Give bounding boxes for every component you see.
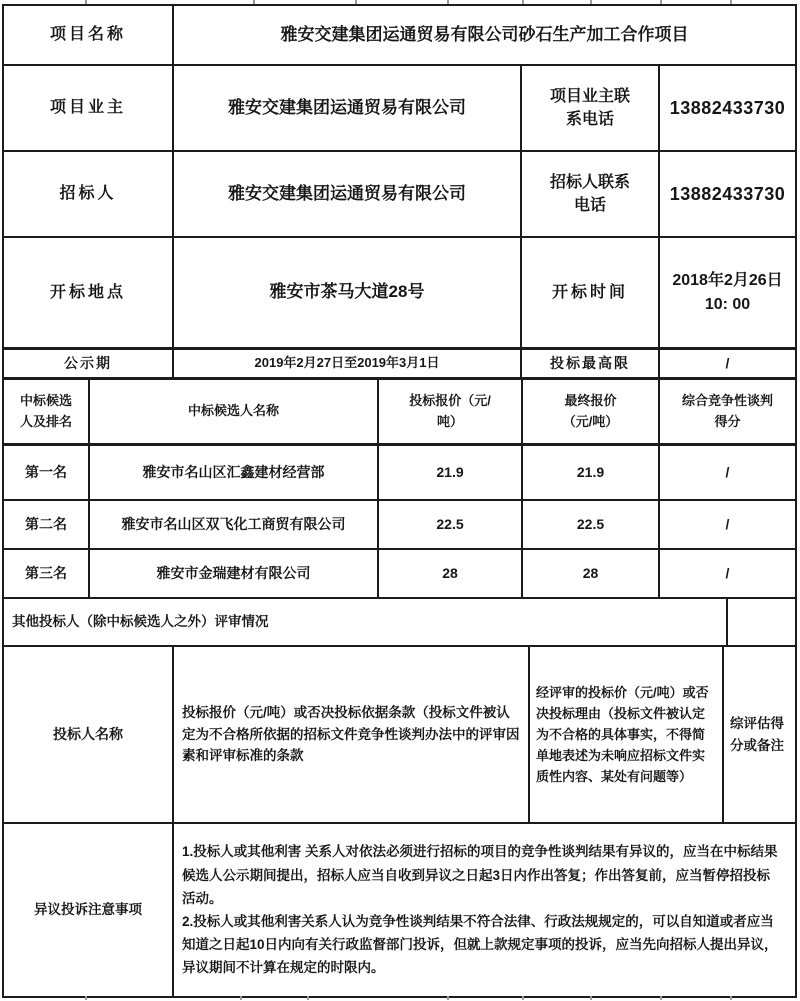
bid-opening-row [4, 238, 795, 350]
grid-tick [730, 996, 732, 1000]
tenderer-row [4, 152, 795, 238]
candidate-rank: 第一名 [25, 464, 67, 481]
publicity-period-row [4, 350, 795, 380]
review-col-bidder-name: 投标人名称 [53, 726, 123, 743]
candidate-name: 雅安市名山区汇鑫建材经营部 [88, 446, 377, 499]
other-review-title: 其他投标人（除中标候选人之外）评审情况 [12, 614, 269, 630]
tenderer-label: 招标人 [59, 185, 117, 203]
grid-tick [522, 0, 524, 4]
review-col-bid-basis: 投标报价（元/吨）或否决投标依据条款（投标文件被认定为不合格所依据的招标文件竞争性谈判办法中的评审因素和评审标准的条款 [172, 647, 528, 822]
candidate-final-price: 28 [521, 550, 658, 597]
candidate-bid-price: 28 [377, 550, 521, 597]
other-review-title-row [4, 599, 795, 647]
tenderer-value: 雅安交建集团运通贸易有限公司 [172, 152, 520, 236]
project-name-value: 雅安交建集团运通贸易有限公司砂石生产加工合作项目 [172, 6, 795, 64]
project-name-label: 项目名称 [49, 26, 126, 44]
grid-tick [253, 0, 255, 4]
max-bid-limit-value: / [658, 350, 795, 377]
grid-tick [240, 996, 242, 1000]
grid-tick [590, 0, 592, 4]
candidate-score: / [658, 550, 795, 597]
grid-tick [355, 0, 357, 4]
candidate-row-3 [4, 550, 795, 599]
project-name-row [4, 6, 795, 66]
review-criteria-row [4, 647, 795, 824]
objection-content [172, 824, 795, 996]
candidates-header-bid-price: 投标报价（元/吨） [377, 380, 521, 443]
objection-item-2: 2.投标人或其他利害关系人认为竞争性谈判结果不符合法律、行政法规规定的，可以自知道或者应当知道之日起10日内向有关行政监督部门投诉，但就上款规定事项的投诉，应当先向招标人提出异议，异议期间不计算在规定的时限内。 [182, 914, 778, 976]
tender-publicity-table [2, 4, 797, 998]
candidate-bid-price: 22.5 [377, 501, 521, 548]
candidate-final-price: 21.9 [521, 446, 658, 499]
other-review-empty-cell [726, 599, 795, 645]
candidate-score: / [658, 446, 795, 499]
candidates-header-row [4, 380, 795, 446]
grid-tick [85, 0, 87, 4]
bid-opening-time-label: 开标时间 [520, 238, 658, 347]
bid-opening-place-label: 开标地点 [49, 283, 126, 301]
review-col-score-remark: 综评估得分或备注 [722, 647, 795, 822]
publicity-period-value: 2019年2月27日至2019年3月1日 [172, 350, 520, 377]
grid-tick [660, 996, 662, 1000]
owner-phone-label: 项目业主联系电话 [520, 66, 658, 150]
candidate-bid-price: 21.9 [377, 446, 521, 499]
grid-tick [447, 996, 449, 1000]
candidates-header-final-price: 最终报价（元/吨） [521, 380, 658, 443]
tenderer-phone-label: 招标人联系电话 [520, 152, 658, 236]
tenderer-phone-value: 13882433730 [658, 152, 795, 236]
grid-tick [522, 996, 524, 1000]
owner-value: 雅安交建集团运通贸易有限公司 [172, 66, 520, 150]
max-bid-limit-label: 投标最高限 [520, 350, 658, 377]
candidate-name: 雅安市金瑞建材有限公司 [88, 550, 377, 597]
objection-item-1: 1.投标人或其他利害 关系人对依法必须进行招标的项目的竞争性谈判结果有异议的，应当在中标结果候选人公示期间提出，招标人应当自收到异议之日起3日内作出答复；作出答复前，应当暂停招投标活动。 [182, 844, 778, 906]
grid-tick [730, 0, 732, 4]
review-col-reviewed-price: 经评审的投标价（元/吨）或否决投标理由（投标文件被认定为不合格的具体事实，不得简单地表述为未响应招标文件实质性内容、某处有问题等） [528, 647, 722, 822]
objection-notes-row [4, 824, 795, 996]
candidate-name: 雅安市名山区双飞化工商贸有限公司 [88, 501, 377, 548]
bid-opening-place-value: 雅安市茶马大道28号 [172, 238, 520, 347]
grid-tick [307, 996, 309, 1000]
candidate-row-2 [4, 501, 795, 550]
candidates-header-rank: 中标候选人及排名 [19, 393, 72, 429]
candidate-rank: 第二名 [25, 516, 67, 533]
bid-opening-time-value: 2018年2月26日10: 00 [658, 238, 795, 347]
owner-label: 项目业主 [49, 99, 126, 117]
grid-tick [447, 0, 449, 4]
grid-tick [590, 996, 592, 1000]
objection-label: 异议投诉注意事项 [34, 902, 142, 918]
grid-tick [85, 996, 87, 1000]
candidate-rank: 第三名 [25, 565, 67, 582]
candidate-score: / [658, 501, 795, 548]
owner-phone-value: 13882433730 [658, 66, 795, 150]
grid-tick [660, 0, 662, 4]
owner-row [4, 66, 795, 152]
candidate-final-price: 22.5 [521, 501, 658, 548]
publicity-period-label: 公示期 [64, 355, 112, 372]
candidate-row-1 [4, 446, 795, 501]
candidates-header-name: 中标候选人名称 [88, 380, 377, 443]
candidates-header-score: 综合竞争性谈判得分 [658, 380, 795, 443]
